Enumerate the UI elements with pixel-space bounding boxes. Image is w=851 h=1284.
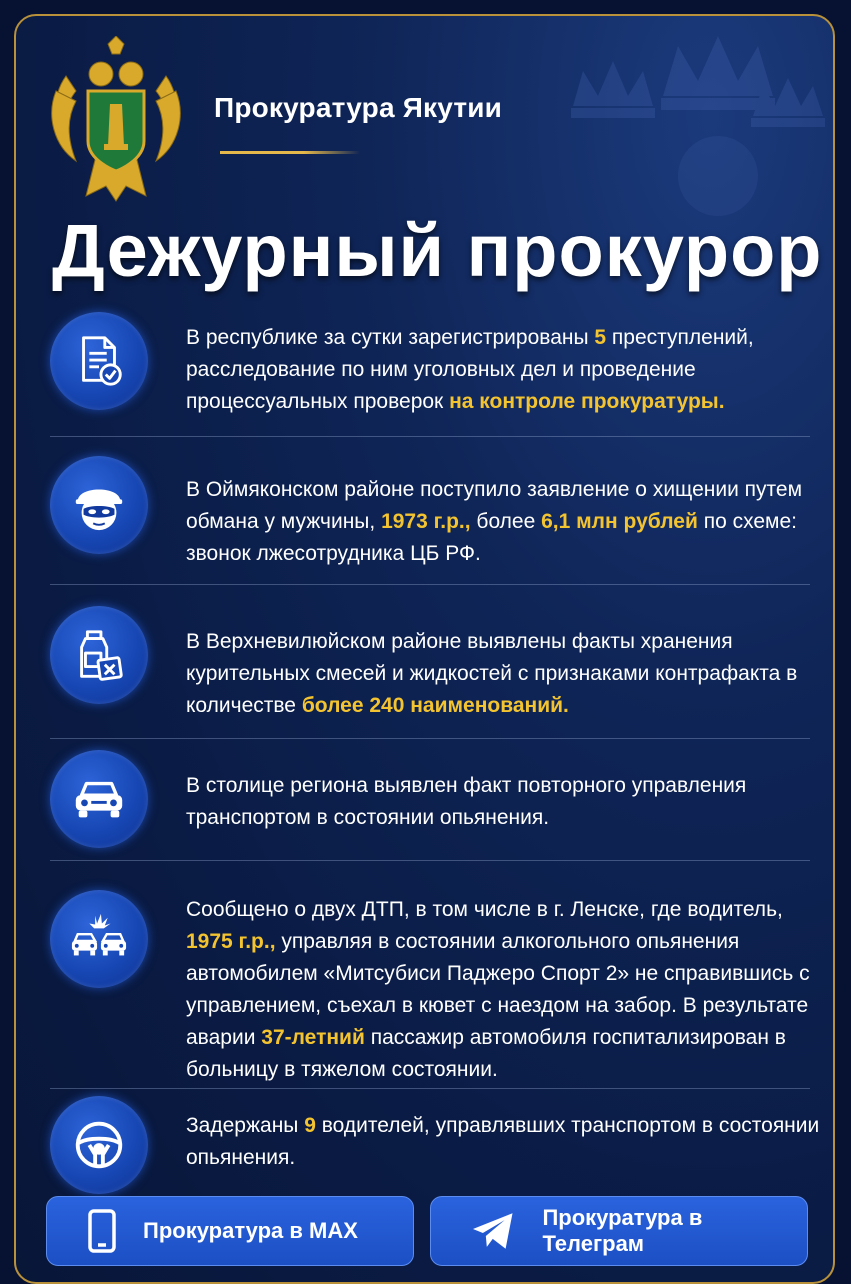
divider — [50, 1088, 810, 1089]
divider — [50, 738, 810, 739]
body-text: управляя в состоянии алкогольного опьянения автомобилем «Митсубиси Паджеро Спорт 2» не справившись с управлением, съехал в кювет с наездом на забор. В результате аварии — [186, 930, 810, 1049]
counterfeit-bottle-icon — [50, 606, 148, 704]
highlight-text: 37-летний — [261, 1026, 365, 1049]
highlight-text: 1973 г.р., — [381, 510, 471, 533]
body-text: В республике за сутки зарегистрированы — [186, 326, 595, 349]
divider — [50, 436, 810, 437]
steering-wheel-icon — [50, 1096, 148, 1194]
body-text: В столице региона выявлен факт повторного управления транспортом в состоянии опьянения. — [186, 774, 747, 829]
body-text: водителей, управлявших транспортом в состоянии опьянения. — [186, 1114, 820, 1169]
item-text — [186, 770, 826, 834]
max-button[interactable] — [46, 1196, 414, 1266]
org-name: Прокуратура Якутии — [214, 92, 503, 123]
highlight-text: 6,1 млн рублей — [541, 510, 698, 533]
telegram-button[interactable] — [430, 1196, 808, 1266]
max-button-label: Прокуратура в MAX — [143, 1218, 358, 1243]
body-text: более — [470, 510, 542, 533]
highlight-text: 1975 г.р., — [186, 930, 276, 953]
item-text — [186, 474, 826, 570]
body-text: Сообщено о двух ДТП, в том числе в г. Ленске, где водитель, — [186, 898, 783, 921]
page-title: Дежурный прокурор — [52, 209, 823, 292]
body-text: по схеме: звонок лжесотрудника ЦБ РФ. — [186, 510, 798, 565]
item-text — [186, 1110, 826, 1174]
telegram-icon — [471, 1211, 516, 1251]
body-text: В Оймяконском районе поступило заявление о хищении путем обмана у мужчины, — [186, 478, 803, 533]
prosecutor-emblem-icon — [46, 36, 186, 206]
item-text — [186, 322, 826, 418]
car-icon — [50, 750, 148, 848]
title-underline — [220, 151, 360, 154]
body-text: пассажир автомобиля госпитализирован в больницу в тяжелом состоянии. — [186, 1026, 786, 1081]
body-text: преступлений, расследование по ним уголовных дел и проведение процессуальных проверок — [186, 326, 754, 413]
body-text: В Верхневилюйском районе выявлены факты хранения курительных смесей и жидкостей с признаками контрафакта в количестве — [186, 630, 798, 717]
highlight-text: 5 — [594, 326, 607, 349]
masked-thief-icon — [50, 456, 148, 554]
infographic-card — [14, 14, 835, 1284]
telegram-button-label: Прокуратура в Телеграм — [542, 1205, 703, 1256]
highlight-text: на контроле прокуратуры. — [449, 390, 725, 413]
document-check-icon — [50, 312, 148, 410]
body-text: Задержаны — [186, 1114, 305, 1137]
divider — [50, 584, 810, 585]
highlight-text: 9 — [304, 1114, 316, 1137]
divider — [50, 860, 810, 861]
car-crash-icon — [50, 890, 148, 988]
highlight-text: более 240 наименований. — [301, 694, 569, 717]
item-text — [186, 894, 826, 1086]
phone-icon — [87, 1208, 117, 1254]
item-text — [186, 626, 826, 722]
